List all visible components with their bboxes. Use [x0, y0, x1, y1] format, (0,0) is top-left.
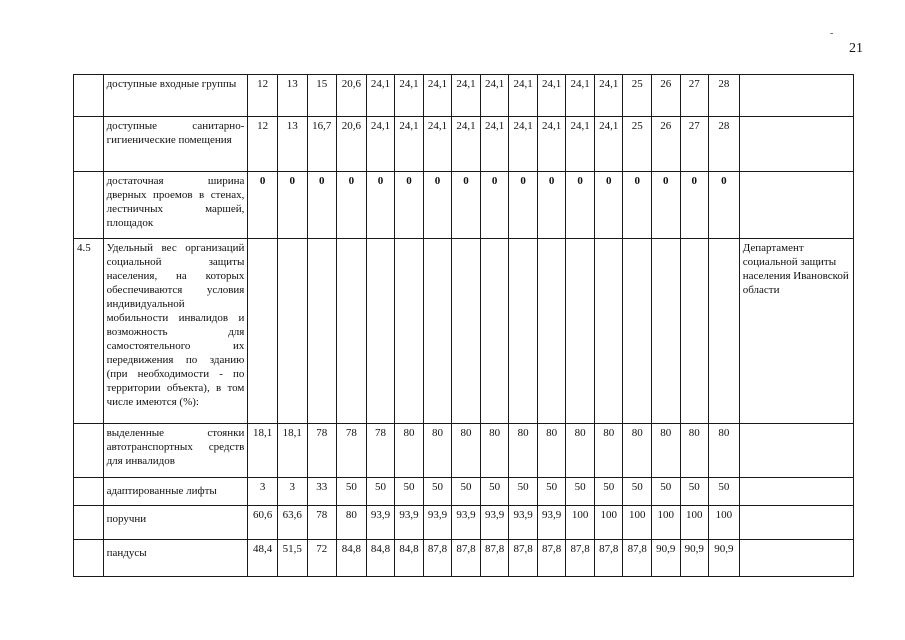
value-cell: 24,1 — [366, 75, 395, 117]
value-cell: 90,9 — [651, 540, 680, 577]
row-code: 4.5 — [74, 239, 104, 424]
value-cell: 24,1 — [423, 75, 452, 117]
value-cell: 0 — [307, 172, 337, 239]
value-cell: 0 — [594, 172, 623, 239]
scan-speck: - — [830, 28, 834, 39]
value-cell: 24,1 — [452, 117, 481, 172]
value-cell: 87,8 — [509, 540, 538, 577]
value-cell: 24,1 — [537, 75, 566, 117]
value-cell: 100 — [709, 506, 740, 540]
value-cell: 24,1 — [480, 117, 509, 172]
value-cell: 27 — [680, 117, 709, 172]
value-cell: 0 — [248, 172, 278, 239]
row-label: поручни — [103, 506, 248, 540]
value-cell: 50 — [509, 478, 538, 506]
value-cell — [337, 239, 367, 424]
value-cell: 26 — [651, 75, 680, 117]
value-cell: 78 — [337, 424, 367, 478]
value-cell: 33 — [307, 478, 337, 506]
row-label: достаточная ширина дверных проемов в стенах, лестничных маршей, площадок — [103, 172, 248, 239]
value-cell: 87,8 — [452, 540, 481, 577]
value-cell: 0 — [337, 172, 367, 239]
value-cell — [680, 239, 709, 424]
value-cell: 50 — [566, 478, 595, 506]
row-code — [74, 117, 104, 172]
value-cell: 50 — [337, 478, 367, 506]
value-cell: 50 — [680, 478, 709, 506]
value-cell: 3 — [248, 478, 278, 506]
value-cell: 63,6 — [277, 506, 307, 540]
value-cell — [366, 239, 395, 424]
value-cell: 93,9 — [452, 506, 481, 540]
value-cell — [509, 239, 538, 424]
responsible-cell — [739, 506, 853, 540]
value-cell: 50 — [709, 478, 740, 506]
value-cell: 93,9 — [395, 506, 424, 540]
responsible-cell — [739, 117, 853, 172]
value-cell: 50 — [366, 478, 395, 506]
value-cell: 50 — [395, 478, 424, 506]
value-cell — [480, 239, 509, 424]
row-label: адаптированные лифты — [103, 478, 248, 506]
indicators-table — [73, 74, 854, 577]
value-cell: 0 — [480, 172, 509, 239]
value-cell: 80 — [452, 424, 481, 478]
table-row — [74, 540, 854, 577]
value-cell: 80 — [566, 424, 595, 478]
row-label: пандусы — [103, 540, 248, 577]
row-code — [74, 478, 104, 506]
value-cell: 80 — [623, 424, 652, 478]
row-label: доступные санитарно-гигиенические помещения — [103, 117, 248, 172]
table-row — [74, 172, 854, 239]
value-cell: 0 — [537, 172, 566, 239]
row-code — [74, 506, 104, 540]
value-cell: 78 — [307, 424, 337, 478]
value-cell: 80 — [395, 424, 424, 478]
value-cell: 51,5 — [277, 540, 307, 577]
value-cell: 0 — [423, 172, 452, 239]
value-cell: 50 — [480, 478, 509, 506]
value-cell: 0 — [452, 172, 481, 239]
value-cell — [537, 239, 566, 424]
value-cell: 80 — [423, 424, 452, 478]
value-cell: 0 — [366, 172, 395, 239]
value-cell — [248, 239, 278, 424]
value-cell: 100 — [594, 506, 623, 540]
table-row — [74, 117, 854, 172]
responsible-cell — [739, 424, 853, 478]
value-cell: 87,8 — [537, 540, 566, 577]
value-cell: 100 — [680, 506, 709, 540]
value-cell: 87,8 — [594, 540, 623, 577]
row-code — [74, 172, 104, 239]
value-cell: 28 — [709, 117, 740, 172]
value-cell: 84,8 — [337, 540, 367, 577]
value-cell: 24,1 — [594, 75, 623, 117]
value-cell: 12 — [248, 117, 278, 172]
value-cell — [395, 239, 424, 424]
value-cell: 0 — [680, 172, 709, 239]
row-label: доступные входные группы — [103, 75, 248, 117]
value-cell: 87,8 — [423, 540, 452, 577]
value-cell: 80 — [537, 424, 566, 478]
responsible-cell — [739, 478, 853, 506]
value-cell: 100 — [651, 506, 680, 540]
row-label: Удельный вес организаций социальной защиты населения, на которых обеспечиваются условия индивидуальной мобильности инвалидов и возможность для самостоятельного их передвижения по зданию (при необходимости - по территории объекта), в том числе имеются (%): — [103, 239, 248, 424]
value-cell: 80 — [337, 506, 367, 540]
value-cell: 24,1 — [566, 75, 595, 117]
value-cell: 50 — [651, 478, 680, 506]
value-cell: 24,1 — [509, 75, 538, 117]
value-cell: 87,8 — [623, 540, 652, 577]
responsible-cell — [739, 172, 853, 239]
value-cell: 25 — [623, 117, 652, 172]
value-cell: 84,8 — [366, 540, 395, 577]
value-cell: 100 — [566, 506, 595, 540]
value-cell: 0 — [277, 172, 307, 239]
value-cell: 24,1 — [395, 75, 424, 117]
value-cell: 18,1 — [277, 424, 307, 478]
value-cell: 93,9 — [423, 506, 452, 540]
value-cell: 26 — [651, 117, 680, 172]
value-cell: 24,1 — [509, 117, 538, 172]
value-cell — [277, 239, 307, 424]
value-cell: 13 — [277, 117, 307, 172]
value-cell: 20,6 — [337, 75, 367, 117]
value-cell: 50 — [623, 478, 652, 506]
value-cell: 0 — [623, 172, 652, 239]
value-cell: 0 — [651, 172, 680, 239]
value-cell: 100 — [623, 506, 652, 540]
value-cell: 80 — [480, 424, 509, 478]
value-cell: 12 — [248, 75, 278, 117]
value-cell: 93,9 — [480, 506, 509, 540]
value-cell: 87,8 — [480, 540, 509, 577]
value-cell: 24,1 — [452, 75, 481, 117]
value-cell — [709, 239, 740, 424]
value-cell: 50 — [594, 478, 623, 506]
value-cell: 24,1 — [537, 117, 566, 172]
value-cell: 25 — [623, 75, 652, 117]
value-cell — [423, 239, 452, 424]
value-cell: 24,1 — [480, 75, 509, 117]
row-code — [74, 75, 104, 117]
value-cell — [307, 239, 337, 424]
value-cell: 90,9 — [680, 540, 709, 577]
value-cell — [594, 239, 623, 424]
value-cell: 24,1 — [594, 117, 623, 172]
table-row — [74, 75, 854, 117]
value-cell: 87,8 — [566, 540, 595, 577]
value-cell: 24,1 — [566, 117, 595, 172]
value-cell: 84,8 — [395, 540, 424, 577]
value-cell: 50 — [537, 478, 566, 506]
table-row — [74, 478, 854, 506]
value-cell — [651, 239, 680, 424]
value-cell: 0 — [395, 172, 424, 239]
value-cell: 80 — [509, 424, 538, 478]
responsible-cell — [739, 540, 853, 577]
value-cell: 90,9 — [709, 540, 740, 577]
value-cell: 78 — [366, 424, 395, 478]
row-code — [74, 424, 104, 478]
value-cell: 0 — [709, 172, 740, 239]
value-cell: 27 — [680, 75, 709, 117]
value-cell: 93,9 — [537, 506, 566, 540]
value-cell: 0 — [509, 172, 538, 239]
responsible-cell — [739, 75, 853, 117]
value-cell: 93,9 — [509, 506, 538, 540]
table-row — [74, 506, 854, 540]
value-cell — [566, 239, 595, 424]
value-cell: 28 — [709, 75, 740, 117]
value-cell: 24,1 — [395, 117, 424, 172]
value-cell: 80 — [680, 424, 709, 478]
page-number: 21 — [849, 41, 863, 56]
value-cell: 20,6 — [337, 117, 367, 172]
value-cell: 24,1 — [366, 117, 395, 172]
row-label: выделенные стоянки автотранспортных средств для инвалидов — [103, 424, 248, 478]
value-cell: 80 — [651, 424, 680, 478]
value-cell: 0 — [566, 172, 595, 239]
value-cell: 80 — [709, 424, 740, 478]
value-cell: 18,1 — [248, 424, 278, 478]
value-cell: 15 — [307, 75, 337, 117]
value-cell — [623, 239, 652, 424]
value-cell: 72 — [307, 540, 337, 577]
value-cell: 48,4 — [248, 540, 278, 577]
table-row — [74, 424, 854, 478]
value-cell: 60,6 — [248, 506, 278, 540]
table-row — [74, 239, 854, 424]
value-cell: 93,9 — [366, 506, 395, 540]
value-cell: 3 — [277, 478, 307, 506]
value-cell: 16,7 — [307, 117, 337, 172]
value-cell: 50 — [452, 478, 481, 506]
value-cell: 50 — [423, 478, 452, 506]
value-cell: 78 — [307, 506, 337, 540]
row-code — [74, 540, 104, 577]
value-cell — [452, 239, 481, 424]
responsible-cell: Департамент социальной защиты населения Ивановской области — [739, 239, 853, 424]
value-cell: 80 — [594, 424, 623, 478]
value-cell: 13 — [277, 75, 307, 117]
value-cell: 24,1 — [423, 117, 452, 172]
